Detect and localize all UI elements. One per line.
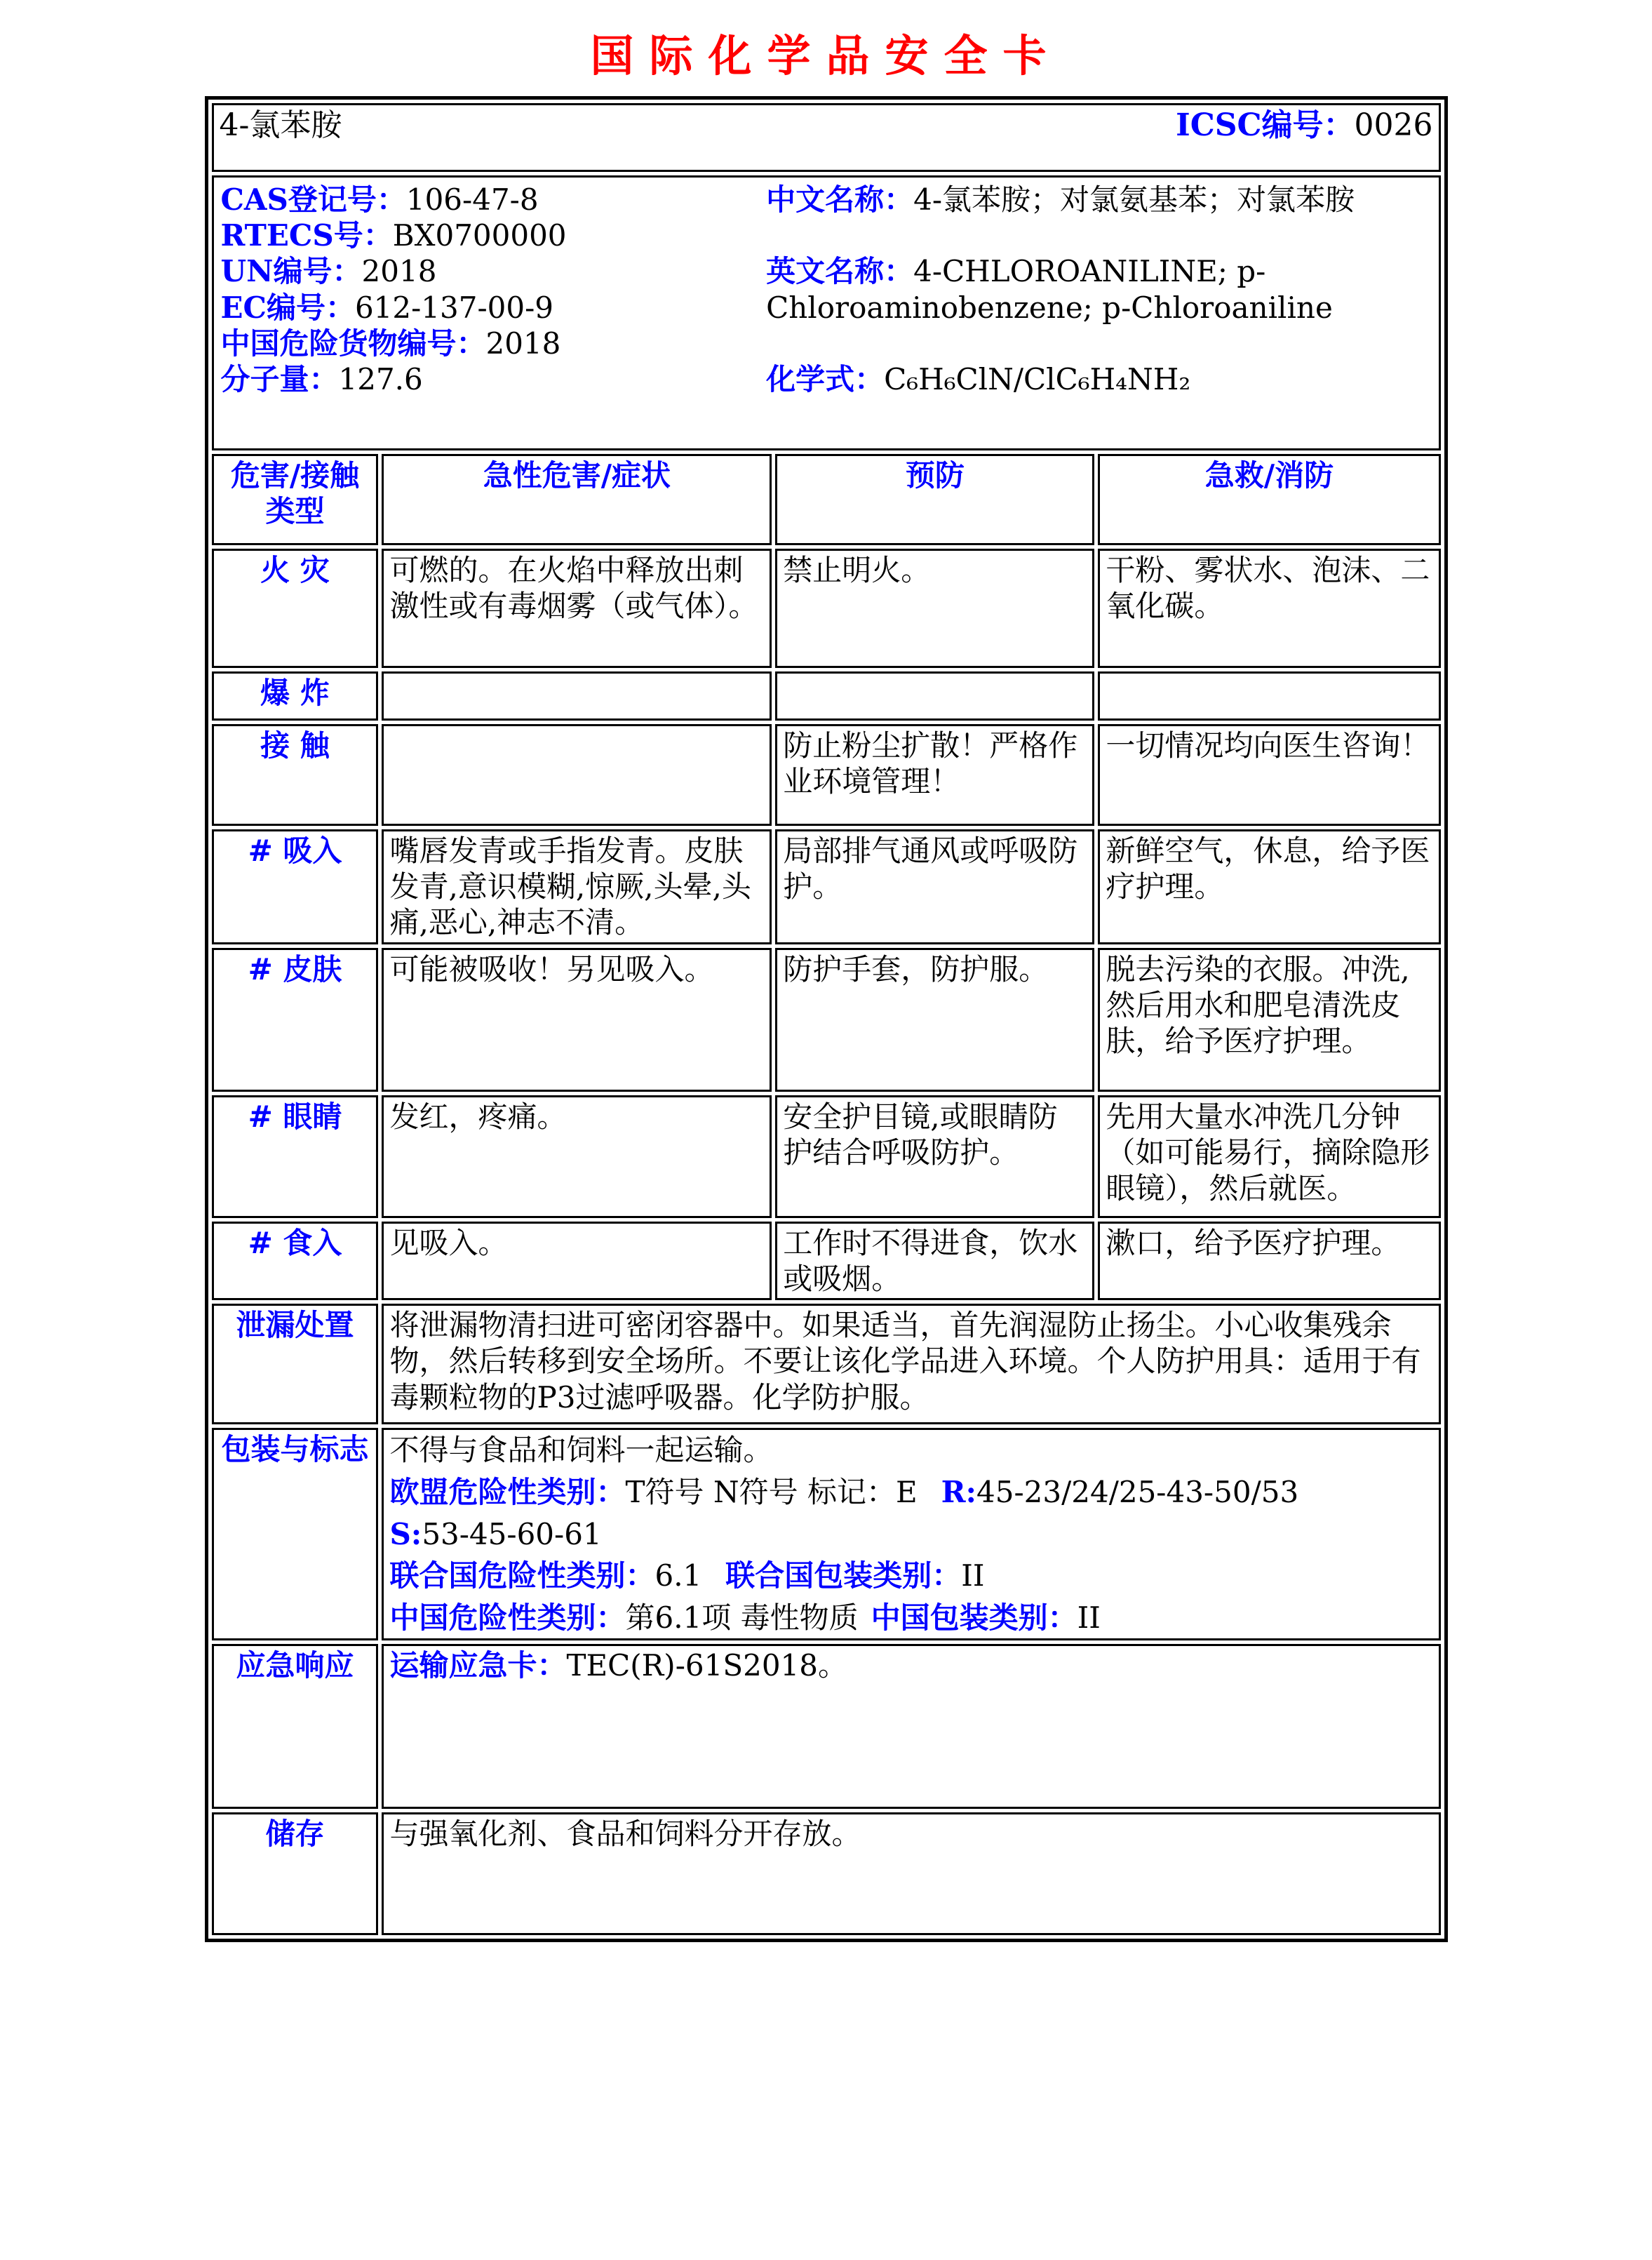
cn-dg-value: 2018 — [485, 326, 561, 361]
table-header-row — [212, 454, 1441, 545]
cn-dangerous-goods-line — [221, 326, 767, 361]
hazard-row-explosion — [212, 671, 1441, 721]
ec-label: EC编号： — [220, 290, 355, 325]
ec-value: 612-137-00-9 — [354, 290, 554, 325]
formula-label: 化学式： — [766, 362, 885, 397]
packaging-content — [382, 1428, 1440, 1640]
cn-class-value: 第6.1项 毒性物质 — [625, 1600, 859, 1636]
section-label-cell: 包装与标志 — [212, 1428, 379, 1640]
identity-row — [212, 175, 1441, 450]
eu-class-value: T符号 N符号 标记：E — [625, 1474, 918, 1509]
hazard-response-cell: 先用大量水冲洗几分钟（如可能易行，摘除隐形眼镜），然后就医。 — [1098, 1095, 1440, 1218]
hazard-row-inhalation — [212, 829, 1441, 944]
spill-disposal-text: 将泄漏物清扫进可密闭容器中。如果适当，首先润湿防止扬尘。小心收集残余物，然后转移到安全场所。不要让该化学品进入环境。个人防护用具：适用于有毒颗粒物的P3过滤呼吸器。化学防护服。 — [382, 1304, 1440, 1424]
transport-note: 不得与食品和饲料一起运输。 — [389, 1433, 773, 1468]
hazard-response-cell: 脱去污染的衣服。冲洗,然后用水和肥皂清洗皮肤，给予医疗护理。 — [1098, 948, 1440, 1092]
terc-label: 运输应急卡： — [389, 1647, 567, 1683]
section-label-cell: 储存 — [212, 1812, 379, 1935]
hazard-response-cell: 漱口，给予医疗护理。 — [1098, 1222, 1440, 1300]
rtecs-label: RTECS号： — [220, 218, 393, 253]
r-phrases-value: 45-23/24/25-43-50/53 — [976, 1474, 1299, 1509]
un-pack-label: 联合国包装类别： — [725, 1558, 962, 1593]
terc-value: TEC(R)-61S2018。 — [566, 1647, 847, 1683]
eu-classification-line — [389, 1473, 1432, 1511]
spill-disposal-row — [212, 1304, 1441, 1424]
hazard-type-cell: # 眼睛 — [212, 1095, 379, 1218]
icsc-number: 0026 — [1354, 107, 1433, 143]
col-header-firstaid: 急救/消防 — [1098, 454, 1440, 545]
hazard-symptoms-cell: 可能被吸收！另见吸入。 — [382, 948, 772, 1092]
english-name-line — [766, 253, 1411, 325]
hazard-row-skin — [212, 948, 1441, 1092]
hazard-type-cell: 接 触 — [212, 724, 379, 826]
hazard-response-cell — [1098, 671, 1440, 721]
un-classification-line — [389, 1557, 1432, 1595]
hazard-row-exposure — [212, 724, 1441, 826]
formula-line — [766, 361, 1432, 397]
card-header-cell — [212, 103, 1441, 172]
page-title: 国际化学品安全卡 — [590, 30, 1062, 81]
packaging-row — [212, 1428, 1441, 1640]
cas-label: CAS登记号： — [220, 182, 406, 217]
section-label-cell: 应急响应 — [212, 1644, 379, 1809]
cn-classification-line — [389, 1599, 1432, 1637]
un-class-label: 联合国危险性类别： — [389, 1558, 655, 1593]
cn-pack-label: 中国包装类别： — [871, 1600, 1077, 1636]
hazard-type-cell: # 食入 — [212, 1222, 379, 1300]
hazard-prevention-cell: 局部排气通风或呼吸防护。 — [775, 829, 1094, 944]
mw-label: 分子量： — [220, 362, 339, 397]
cn-pack-value: II — [1077, 1600, 1101, 1636]
hazard-symptoms-cell: 嘴唇发青或手指发青。皮肤发青,意识模糊,惊厥,头晕,头痛,恶心,神志不清。 — [382, 829, 772, 944]
cas-value: 106-47-8 — [405, 182, 539, 217]
hazard-prevention-cell: 工作时不得进食，饮水或吸烟。 — [775, 1222, 1094, 1300]
hazard-prevention-cell: 防护手套，防护服。 — [775, 948, 1094, 1092]
hazard-prevention-cell: 安全护目镜,或眼睛防护结合呼吸防护。 — [775, 1095, 1094, 1218]
identity-cell — [212, 175, 1441, 450]
hazard-type-cell: 火 灾 — [212, 549, 379, 668]
hazard-type-cell: 爆 炸 — [212, 671, 379, 721]
hazard-symptoms-cell — [382, 671, 772, 721]
icsc-number-group — [1176, 107, 1432, 145]
section-label-cell: 泄漏处置 — [212, 1304, 379, 1424]
hazard-symptoms-cell: 见吸入。 — [382, 1222, 772, 1300]
mw-value: 127.6 — [338, 362, 423, 397]
s-phrases-value: 53-45-60-61 — [422, 1516, 602, 1551]
english-name-value: 4-CHLOROANILINE; p-Chloroaminobenzene; p-Chloroaniline — [766, 254, 1333, 325]
molecular-weight-line — [221, 361, 767, 397]
english-name-label: 英文名称： — [766, 254, 914, 289]
hazard-prevention-cell — [775, 671, 1094, 721]
formula-value: C₆H₆ClN/ClC₆H₄NH₂ — [884, 362, 1191, 397]
emergency-content — [382, 1644, 1440, 1809]
storage-row — [212, 1812, 1441, 1935]
hazard-row-eyes — [212, 1095, 1441, 1218]
eu-class-label: 欧盟危险性类别： — [389, 1474, 626, 1509]
col-header-symptoms: 急性危害/症状 — [382, 454, 772, 545]
hazard-response-cell: 新鲜空气，休息，给予医疗护理。 — [1098, 829, 1440, 944]
registry-numbers — [220, 179, 767, 401]
cas-number-line — [221, 182, 767, 218]
hazard-prevention-cell: 禁止明火。 — [775, 549, 1094, 668]
s-phrases-label: S: — [389, 1516, 422, 1551]
chinese-name-label: 中文名称： — [766, 182, 914, 217]
un-pack-value: II — [961, 1558, 985, 1593]
r-phrases-label: R: — [941, 1474, 977, 1509]
hazard-symptoms-cell: 发红，疼痛。 — [382, 1095, 772, 1218]
cn-class-label: 中国危险性类别： — [389, 1600, 626, 1636]
un-label: UN编号： — [220, 254, 362, 289]
chemical-name: 4-氯苯胺 — [219, 107, 342, 143]
card-header-row — [212, 103, 1441, 172]
icsc-label: ICSC编号： — [1176, 107, 1355, 143]
hazard-response-cell: 一切情况均向医生咨询！ — [1098, 724, 1440, 826]
rtecs-number-line — [221, 218, 767, 253]
icsc-card-table — [205, 96, 1448, 1942]
chinese-name-value: 4-氯苯胺；对氯氨基苯；对氯苯胺 — [913, 182, 1355, 217]
hazard-prevention-cell: 防止粉尘扩散！严格作业环境管理！ — [775, 724, 1094, 826]
hazard-row-ingestion — [212, 1222, 1441, 1300]
s-phrases-line — [389, 1516, 1432, 1553]
emergency-response-row — [212, 1644, 1441, 1809]
hazard-symptoms-cell — [382, 724, 772, 826]
un-class-value: 6.1 — [654, 1558, 702, 1593]
rtecs-value: BX0700000 — [392, 218, 567, 253]
hazard-symptoms-cell: 可燃的。在火焰中释放出刺激性或有毒烟雾（或气体）。 — [382, 549, 772, 668]
hazard-row-fire — [212, 549, 1441, 668]
hazard-response-cell: 干粉、雾状水、泡沫、二氧化碳。 — [1098, 549, 1440, 668]
ec-number-line — [221, 290, 767, 326]
hazard-type-cell: # 皮肤 — [212, 948, 379, 1092]
chemical-names — [766, 179, 1432, 401]
cn-dg-label: 中国危险货物编号： — [220, 326, 486, 361]
chinese-name-line — [766, 182, 1432, 218]
hazard-type-cell: # 吸入 — [212, 829, 379, 944]
un-number-line — [221, 253, 767, 289]
storage-text: 与强氧化剂、食品和饲料分开存放。 — [382, 1812, 1440, 1935]
col-header-prevention: 预防 — [775, 454, 1094, 545]
un-value: 2018 — [361, 254, 437, 289]
col-header-hazard-type: 危害/接触类型 — [212, 454, 379, 545]
